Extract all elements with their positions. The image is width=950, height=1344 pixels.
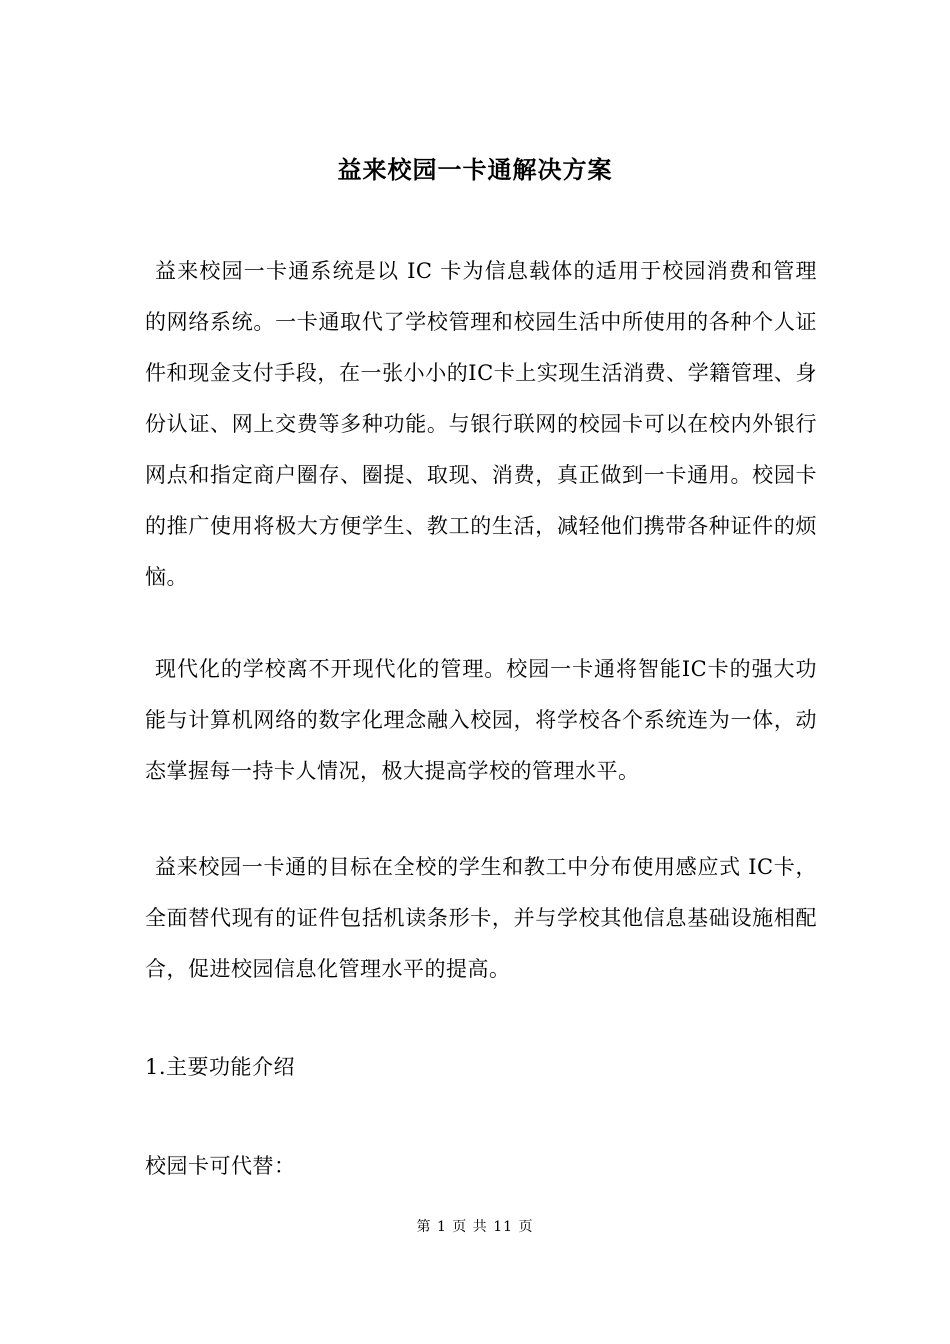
paragraph-intro: 益来校园一卡通系统是以 IC 卡为信息载体的适用于校园消费和管理的网络系统。一卡通取代了学校管理和校园生活中所使用的各种个人证件和现金支付手段，在一张小小的IC卡上实现生活消费、学籍管理、身份认证、网上交费等多种功能。与银行联网的校园卡可以在校内外银行网点和指定商户圈存、圈提、取现、消费，真正做到一卡通用。校园卡的推广使用将极大方便学生、教工的生活，减轻他们携带各种证件的烦恼。 [145, 259, 817, 589]
document-title: 益来校园一卡通解决方案 [337, 155, 613, 184]
page-footer: 第 1 页 共 11 页 [416, 1219, 534, 1235]
paragraph-goal: 益来校园一卡通的目标在全校的学生和教工中分布使用感应式 IC卡，全面替代现有的证件包括机读条形卡，并与学校其他信息基础设施相配合，促进校园信息化管理水平的提高。 [145, 855, 817, 981]
section-heading: 1.主要功能介绍 [145, 1055, 296, 1079]
paragraph-modern-management: 现代化的学校离不开现代化的管理。校园一卡通将智能IC卡的强大功能与计算机网络的数字化理念融入校园，将学校各个系统连为一体，动态掌握每一持卡人情况，极大提高学校的管理水平。 [145, 657, 817, 783]
section-line: 校园卡可代替： [145, 1154, 296, 1178]
